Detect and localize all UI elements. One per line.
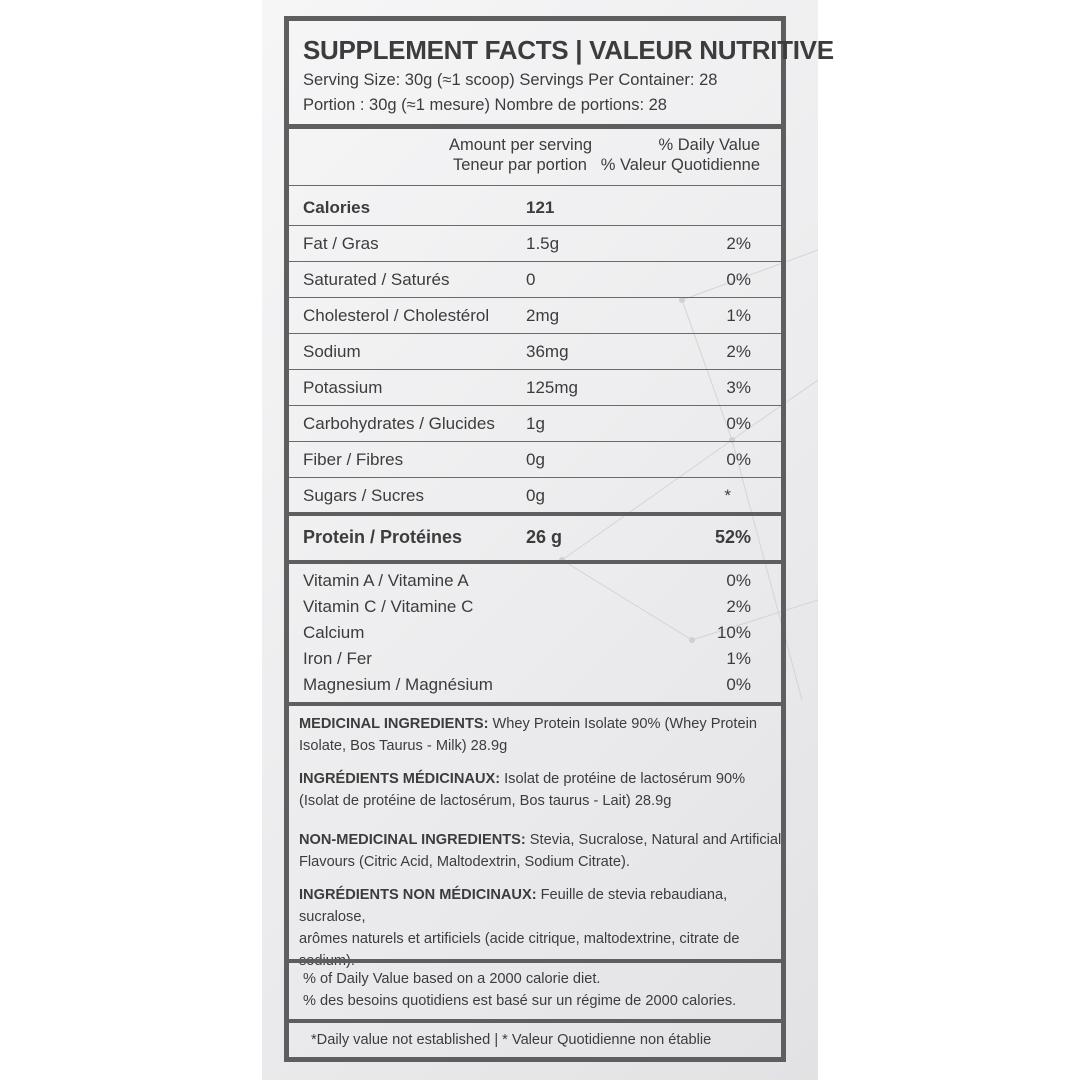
ingredients-text: Isolate, Bos Taurus - Milk) 28.9g [299,738,508,754]
ingredients-heading: INGRÉDIENTS MÉDICINAUX: [299,771,501,787]
nutrient-name: Cholesterol / Cholestérol [303,306,490,325]
thick-divider [289,124,781,129]
nutrient-dv: * [724,486,731,505]
ingredients-text: Whey Protein Isolate 90% (Whey Protein [488,716,757,732]
nutrient-dv: 0% [726,414,751,433]
vitamin-dv: 1% [726,649,751,668]
ingredients-text: Stevia, Sucralose, Natural and Artificial [525,832,782,848]
footnote-fr: % des besoins quotidiens est basé sur un régime de 2000 calories. [303,993,737,1009]
nutrient-dv: 1% [726,306,751,325]
protein-amount: 26 g [526,527,563,547]
dv-header-fr: % Valeur Quotidienne [600,156,760,174]
dv-header-en: % Daily Value [658,136,760,154]
ingredients-text: Flavours (Citric Acid, Maltodextrin, Sodium Citrate). [299,854,630,870]
medicinal-ingredients-fr [299,768,783,812]
nutrient-amount: 0 [526,270,536,289]
amount-header-fr: Teneur par portion [453,156,587,174]
divider [289,369,781,370]
thick-divider [289,560,781,564]
vitamin-name: Magnesium / Magnésium [303,675,493,694]
nutrient-amount: 125mg [526,378,578,397]
protein-name: Protein / Protéines [303,527,463,547]
nutrient-amount: 121 [526,198,555,217]
divider [289,477,781,478]
label-title: SUPPLEMENT FACTS | VALEUR NUTRITIVE [303,35,834,65]
ingredients-text: (Isolat de protéine de lactosérum, Bos taurus - Lait) 28.9g [299,793,672,809]
nutrient-dv: 0% [726,270,751,289]
nutrient-name: Saturated / Saturés [303,270,450,289]
nutrient-name: Sodium [303,342,361,361]
nutrient-amount: 36mg [526,342,569,361]
protein-dv: 52% [714,527,751,547]
divider [289,261,781,262]
divider [289,297,781,298]
nutrient-name: Calories [303,198,371,217]
non-medicinal-ingredients-en [299,829,783,873]
ingredients-text: Isolat de protéine de lactosérum 90% [500,771,746,787]
vitamin-dv: 10% [716,623,751,642]
nutrient-dv: 3% [726,378,751,397]
nutrient-dv: 0% [726,450,751,469]
serving-size-fr: Portion : 30g (≈1 mesure) Nombre de portions: 28 [303,96,667,114]
not-established-note: *Daily value not established | * Valeur Quotidienne non établie [311,1032,712,1048]
divider [289,405,781,406]
divider [289,333,781,334]
ingredients-text: Feuille de stevia rebaudiana, sucralose, [299,887,728,925]
nutrient-amount: 2mg [526,306,560,325]
vitamin-dv: 0% [726,675,751,694]
thick-divider [289,1019,781,1023]
nutrient-amount: 0g [526,486,545,505]
nutrient-amount: 1g [526,414,545,433]
divider [289,441,781,442]
thick-divider [289,959,781,963]
thick-divider [289,512,781,516]
vitamin-name: Iron / Fer [303,649,372,668]
medicinal-ingredients-en [299,713,783,757]
supplement-facts-label [284,16,834,1062]
nutrient-name: Fiber / Fibres [303,450,404,469]
vitamin-dv: 2% [726,597,751,616]
vitamin-dv: 0% [726,571,751,590]
ingredients-heading: MEDICINAL INGREDIENTS: [299,716,489,732]
nutrient-name: Fat / Gras [303,234,379,253]
nutrient-amount: 1.5g [526,234,560,253]
thick-divider [289,702,781,706]
vitamin-name: Vitamin A / Vitamine A [303,571,469,590]
ingredients-heading: INGRÉDIENTS NON MÉDICINAUX: [299,887,537,903]
amount-header-en: Amount per serving [449,136,593,154]
nutrient-name: Sugars / Sucres [303,486,424,505]
vitamin-name: Vitamin C / Vitamine C [303,597,474,616]
divider [289,225,781,226]
ingredients-heading: NON-MEDICINAL INGREDIENTS: [299,832,526,848]
vitamin-name: Calcium [303,623,365,642]
nutrient-name: Carbohydrates / Glucides [303,414,495,433]
serving-size-en: Serving Size: 30g (≈1 scoop) Servings Per Container: 28 [303,71,718,89]
footnote-en: % of Daily Value based on a 2000 calorie diet. [303,971,601,987]
nutrient-name: Potassium [303,378,383,397]
nutrient-dv: 2% [726,342,751,361]
divider [289,185,781,186]
nutrient-dv: 2% [726,234,751,253]
nutrient-amount: 0g [526,450,545,469]
ingredients-text: arômes naturels et artificiels (acide citrique, maltodextrine, citrate de [299,931,740,947]
